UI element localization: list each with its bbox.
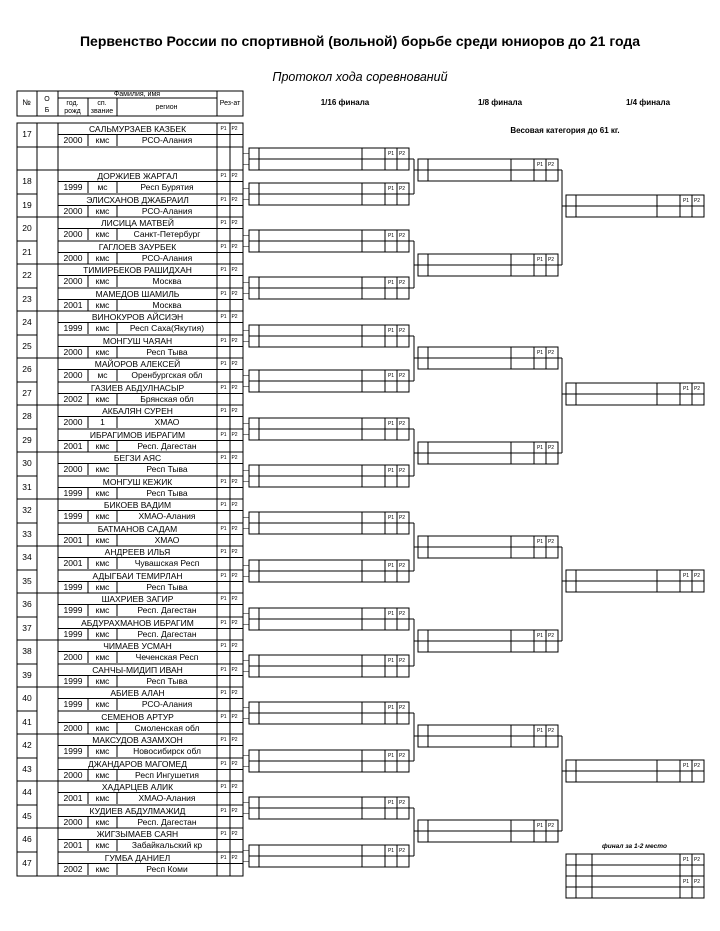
header-name: Фамилия, имя — [113, 91, 161, 98]
athlete-42-number: 42 — [22, 740, 32, 750]
athlete-20-number: 20 — [22, 223, 32, 233]
athlete-31-year: 1999 — [63, 488, 83, 498]
match-1-16-1-p1: P1 — [387, 151, 395, 157]
athlete-37-name: АБДУРАХМАНОВ ИБРАГИМ — [81, 617, 194, 628]
match-1-16-5-p2: P2 — [398, 328, 406, 334]
match-1-16-16-p2: P2 — [398, 848, 406, 854]
athlete-19-result-p2: P2 — [231, 197, 238, 203]
final-label: финал за 1-2 место — [602, 843, 667, 850]
athlete-47-rank: кмс — [95, 864, 110, 874]
athlete-29-result-p2: P2 — [231, 432, 238, 438]
athlete-17-number: 17 — [22, 129, 32, 139]
page-title: Первенство России по спортивной (вольной) борьбе среди юниоров до 21 года — [79, 33, 641, 49]
athlete-31-result-p2: P2 — [231, 479, 238, 485]
match-1-16-6-p1: P1 — [387, 373, 395, 379]
athlete-29-result-p1: P1 — [220, 432, 227, 438]
athlete-39-number: 39 — [22, 670, 32, 680]
athlete-41-number: 41 — [22, 717, 32, 727]
match-1-16-2-p2: P2 — [398, 186, 406, 192]
athlete-39-result-p1: P1 — [220, 667, 227, 673]
athlete-44-number: 44 — [22, 787, 32, 797]
athlete-22-name: ТИМИРБЕКОВ РАШИДХАН — [83, 264, 192, 275]
athlete-28-result-p1: P1 — [220, 408, 227, 414]
athlete-27-rank: кмс — [95, 394, 110, 404]
athlete-46-result-p2: P2 — [231, 831, 238, 837]
athlete-41-year: 2000 — [63, 723, 83, 733]
header-ob-1: О — [44, 96, 50, 103]
match-1-16-8-p1: P1 — [387, 468, 395, 474]
athlete-24-result-p1: P1 — [220, 314, 227, 320]
athlete-26-result-p1: P1 — [220, 361, 227, 367]
athlete-23-result-p1: P1 — [220, 291, 227, 297]
athlete-43-name: ДЖАНДАРОВ МАГОМЕД — [88, 758, 187, 769]
match-1-8-7-p2: P2 — [547, 728, 555, 734]
athlete-17-rank: кмс — [95, 135, 110, 145]
athlete-20-name: ЛИСИЦА МАТВЕЙ — [101, 217, 174, 228]
athlete-45-result-p2: P2 — [231, 808, 238, 814]
athlete-32-region: ХМАО-Алания — [138, 511, 196, 521]
athlete-34-result-p1: P1 — [220, 549, 227, 555]
athlete-35-rank: кмс — [95, 582, 110, 592]
athlete-29-year: 2001 — [63, 441, 83, 451]
match-1-8-2-p1: P1 — [536, 257, 544, 263]
athlete-21-region: РСО-Алания — [141, 253, 193, 263]
athlete-26-rank: мс — [97, 370, 108, 380]
athlete-26-year: 2000 — [63, 370, 83, 380]
athlete-41-region: Смоленская обл — [134, 723, 200, 733]
athlete-33-name: БАТМАНОВ САДАМ — [97, 523, 178, 534]
athlete-24-name: ВИНОКУРОВ АЙСИЭН — [91, 311, 184, 322]
athlete-42-name: МАКСУДОВ АЗАМХОН — [92, 734, 183, 745]
athlete-44-region: ХМАО-Алания — [138, 793, 196, 803]
round-1-8-label: 1/8 финала — [477, 98, 523, 107]
athlete-35-result-p2: P2 — [231, 573, 238, 579]
match-1-16-2-p1: P1 — [387, 186, 395, 192]
match-1-8-4-p1: P1 — [536, 445, 544, 451]
athlete-23-rank: кмс — [95, 300, 110, 310]
athlete-26-name: МАЙОРОВ АЛЕКСЕЙ — [94, 358, 181, 369]
athlete-31-name: МОНГУШ КЕЖИК — [102, 476, 173, 487]
athlete-19-result-p1: P1 — [220, 197, 227, 203]
athlete-31-number: 31 — [22, 482, 32, 492]
athlete-18-region: Респ Бурятия — [140, 182, 194, 192]
athlete-26-region: Оренбургская обл — [131, 370, 203, 380]
athlete-35-region: Респ Тыва — [146, 582, 188, 592]
match-1-8-6-p2: P2 — [547, 633, 555, 639]
athlete-46-result-p1: P1 — [220, 831, 227, 837]
athlete-30-year: 2000 — [63, 464, 83, 474]
athlete-40-result-p2: P2 — [231, 690, 238, 696]
athlete-20-result-p1: P1 — [220, 220, 227, 226]
athlete-28-result-p2: P2 — [231, 408, 238, 414]
athlete-33-year: 2001 — [63, 535, 83, 545]
athlete-23-region: Москва — [152, 300, 182, 310]
match-1-4-3-p1: P1 — [682, 573, 690, 579]
match-1-16-1-p2: P2 — [398, 151, 406, 157]
athlete-35-result-p1: P1 — [220, 573, 227, 579]
athlete-40-result-p1: P1 — [220, 690, 227, 696]
athlete-26-result-p2: P2 — [231, 361, 238, 367]
match-1-16-16-p1: P1 — [387, 848, 395, 854]
athlete-24-year: 1999 — [63, 323, 83, 333]
match-1-8-7-p1: P1 — [536, 728, 544, 734]
athlete-20-year: 2000 — [63, 229, 83, 239]
athlete-43-region: Респ Ингушетия — [135, 770, 199, 780]
athlete-36-region: Респ. Дагестан — [137, 605, 197, 615]
athlete-40-rank: кмс — [95, 699, 110, 709]
athlete-39-year: 1999 — [63, 676, 83, 686]
athlete-22-region: Москва — [152, 276, 182, 286]
athlete-26-number: 26 — [22, 364, 32, 374]
athlete-38-result-p2: P2 — [231, 643, 238, 649]
athlete-19-year: 2000 — [63, 206, 83, 216]
final-bottom-p1: P1 — [682, 879, 690, 885]
athlete-22-year: 2000 — [63, 276, 83, 286]
athlete-34-year: 2001 — [63, 558, 83, 568]
athlete-39-region: Респ Тыва — [146, 676, 188, 686]
header-year-2: рожд — [64, 108, 81, 115]
athlete-41-result-p2: P2 — [231, 714, 238, 720]
athlete-46-region: Забайкальский кр — [131, 840, 203, 850]
athlete-35-name: АДЫГБАИ ТЕМИРЛАН — [92, 570, 183, 581]
athlete-29-rank: кмс — [95, 441, 110, 451]
athlete-29-region: Респ. Дагестан — [137, 441, 197, 451]
athlete-40-name: АБИЕВ АЛАН — [110, 687, 165, 698]
athlete-36-rank: кмс — [95, 605, 110, 615]
athlete-42-rank: кмс — [95, 746, 110, 756]
athlete-38-year: 2000 — [63, 652, 83, 662]
athlete-37-rank: кмс — [95, 629, 110, 639]
athlete-36-number: 36 — [22, 599, 32, 609]
match-1-16-14-p1: P1 — [387, 753, 395, 759]
athlete-27-year: 2002 — [63, 394, 83, 404]
athlete-23-number: 23 — [22, 294, 32, 304]
athlete-40-number: 40 — [22, 693, 32, 703]
match-1-8-1-p1: P1 — [536, 162, 544, 168]
match-1-4-2-p1: P1 — [682, 386, 690, 392]
athlete-22-number: 22 — [22, 270, 32, 280]
athlete-22-result-p2: P2 — [231, 267, 238, 273]
athlete-44-year: 2001 — [63, 793, 83, 803]
match-1-16-4-p2: P2 — [398, 280, 406, 286]
athlete-17-name: САЛЬМУРЗАЕВ КАЗБЕК — [88, 123, 187, 134]
athlete-44-result-p2: P2 — [231, 784, 238, 790]
athlete-43-year: 2000 — [63, 770, 83, 780]
final-top-p1: P1 — [682, 857, 690, 863]
athlete-27-result-p2: P2 — [231, 385, 238, 391]
athlete-38-region: Чеченская Респ — [135, 652, 199, 662]
athlete-31-region: Респ Тыва — [146, 488, 188, 498]
athlete-31-rank: кмс — [95, 488, 110, 498]
athlete-23-result-p2: P2 — [231, 291, 238, 297]
match-1-8-3-p2: P2 — [547, 350, 555, 356]
match-1-16-3-p2: P2 — [398, 233, 406, 239]
athlete-24-rank: кмс — [95, 323, 110, 333]
athlete-22-result-p1: P1 — [220, 267, 227, 273]
athlete-45-rank: кмс — [95, 817, 110, 827]
athlete-28-rank: 1 — [100, 417, 105, 427]
athlete-44-result-p1: P1 — [220, 784, 227, 790]
athlete-39-result-p2: P2 — [231, 667, 238, 673]
athlete-36-result-p2: P2 — [231, 596, 238, 602]
athlete-42-region: Новосибирск обл — [133, 746, 201, 756]
match-1-16-9-p2: P2 — [398, 515, 406, 521]
athlete-34-rank: кмс — [95, 558, 110, 568]
athlete-20-region: Санкт-Петербург — [133, 229, 201, 239]
athlete-25-number: 25 — [22, 341, 32, 351]
athlete-44-rank: кмс — [95, 793, 110, 803]
final-bottom-p2: P2 — [693, 879, 701, 885]
header-region: регион — [155, 104, 178, 111]
athlete-33-number: 33 — [22, 529, 32, 539]
athlete-27-result-p1: P1 — [220, 385, 227, 391]
athlete-47-result-p1: P1 — [220, 855, 227, 861]
athlete-45-name: КУДИЕВ АБДУЛМАЖИД — [89, 805, 186, 816]
athlete-30-number: 30 — [22, 458, 32, 468]
athlete-27-number: 27 — [22, 388, 32, 398]
athlete-37-region: Респ. Дагестан — [137, 629, 197, 639]
athlete-18-name: ДОРЖИЕВ ЖАРГАЛ — [97, 170, 178, 181]
athlete-46-rank: кмс — [95, 840, 110, 850]
athlete-34-result-p2: P2 — [231, 549, 238, 555]
athlete-47-region: Респ Коми — [146, 864, 188, 874]
header-rank-2: звание — [90, 108, 114, 115]
athlete-31-result-p1: P1 — [220, 479, 227, 485]
athlete-24-result-p2: P2 — [231, 314, 238, 320]
athlete-32-name: БИКОЕВ ВАДИМ — [103, 499, 172, 510]
athlete-29-number: 29 — [22, 435, 32, 445]
athlete-41-name: СЕМЕНОВ АРТУР — [101, 711, 174, 722]
athlete-42-year: 1999 — [63, 746, 83, 756]
athlete-35-year: 1999 — [63, 582, 83, 592]
match-1-16-14-p2: P2 — [398, 753, 406, 759]
match-1-4-2-p2: P2 — [693, 386, 701, 392]
athlete-39-name: САНЧЫ-МИДИП ИВАН — [92, 664, 183, 675]
athlete-33-rank: кмс — [95, 535, 110, 545]
athlete-25-result-p1: P1 — [220, 338, 227, 344]
athlete-25-year: 2000 — [63, 347, 83, 357]
athlete-22-rank: кмс — [95, 276, 110, 286]
athlete-38-name: ЧИМАЕВ УСМАН — [103, 640, 172, 651]
match-1-4-4-p2: P2 — [693, 763, 701, 769]
athlete-19-name: ЭЛИСХАНОВ ДЖАБРАИЛ — [86, 194, 189, 205]
match-1-8-3-p1: P1 — [536, 350, 544, 356]
athlete-45-number: 45 — [22, 811, 32, 821]
match-1-16-11-p1: P1 — [387, 611, 395, 617]
match-1-4-1-p2: P2 — [693, 198, 701, 204]
athlete-37-year: 1999 — [63, 629, 83, 639]
athlete-25-result-p2: P2 — [231, 338, 238, 344]
final-top-p2: P2 — [693, 857, 701, 863]
athlete-19-rank: кмс — [95, 206, 110, 216]
match-1-16-10-p1: P1 — [387, 563, 395, 569]
match-1-8-2-p2: P2 — [547, 257, 555, 263]
athlete-32-number: 32 — [22, 505, 32, 515]
athlete-21-number: 21 — [22, 247, 32, 257]
athlete-18-year: 1999 — [63, 182, 83, 192]
athlete-40-region: РСО-Алания — [141, 699, 193, 709]
athlete-36-result-p1: P1 — [220, 596, 227, 602]
athlete-25-rank: кмс — [95, 347, 110, 357]
athlete-28-region: ХМАО — [154, 417, 180, 427]
athlete-18-result-p2: P2 — [231, 173, 238, 179]
athlete-38-result-p1: P1 — [220, 643, 227, 649]
athlete-25-region: Респ Тыва — [146, 347, 188, 357]
athlete-34-region: Чувашская Респ — [134, 558, 200, 568]
header-rank-1: сп. — [97, 100, 107, 107]
athlete-32-result-p2: P2 — [231, 502, 238, 508]
athlete-18-rank: мс — [97, 182, 108, 192]
athlete-23-name: МАМЕДОВ ШАМИЛЬ — [95, 288, 180, 299]
match-1-16-15-p2: P2 — [398, 800, 406, 806]
match-1-16-15-p1: P1 — [387, 800, 395, 806]
athlete-46-number: 46 — [22, 834, 32, 844]
athlete-33-result-p2: P2 — [231, 526, 238, 532]
athlete-45-year: 2000 — [63, 817, 83, 827]
athlete-43-result-p1: P1 — [220, 761, 227, 767]
athlete-32-year: 1999 — [63, 511, 83, 521]
match-1-16-7-p1: P1 — [387, 421, 395, 427]
match-1-16-12-p2: P2 — [398, 658, 406, 664]
round-1-4-label: 1/4 финала — [625, 98, 671, 107]
athlete-36-year: 1999 — [63, 605, 83, 615]
athlete-23-year: 2001 — [63, 300, 83, 310]
athlete-19-region: РСО-Алания — [141, 206, 193, 216]
match-1-16-5-p1: P1 — [387, 328, 395, 334]
match-1-8-4-p2: P2 — [547, 445, 555, 451]
match-1-8-1-p2: P2 — [547, 162, 555, 168]
match-1-16-10-p2: P2 — [398, 563, 406, 569]
match-1-4-4-p1: P1 — [682, 763, 690, 769]
athlete-35-number: 35 — [22, 576, 32, 586]
athlete-47-result-p2: P2 — [231, 855, 238, 861]
athlete-30-name: БЕГЗИ АЯС — [113, 452, 162, 463]
athlete-32-rank: кмс — [95, 511, 110, 521]
athlete-30-rank: кмс — [95, 464, 110, 474]
athlete-33-region: ХМАО — [154, 535, 180, 545]
match-1-8-8-p2: P2 — [547, 823, 555, 829]
match-1-8-5-p2: P2 — [547, 539, 555, 545]
athlete-47-number: 47 — [22, 858, 32, 868]
athlete-28-year: 2000 — [63, 417, 83, 427]
athlete-29-name: ИБРАГИМОВ ИБРАГИМ — [89, 429, 186, 440]
athlete-30-result-p2: P2 — [231, 455, 238, 461]
athlete-40-year: 1999 — [63, 699, 83, 709]
athlete-27-region: Брянская обл — [140, 394, 194, 404]
athlete-25-name: МОНГУШ ЧАЯАН — [102, 335, 173, 346]
athlete-18-result-p1: P1 — [220, 173, 227, 179]
athlete-17-result-p1: P1 — [220, 126, 227, 132]
match-1-16-12-p1: P1 — [387, 658, 395, 664]
header-year-1: год. — [66, 100, 79, 107]
athlete-42-result-p2: P2 — [231, 737, 238, 743]
athlete-21-rank: кмс — [95, 253, 110, 263]
athlete-28-name: АКБАЛЯН СУРЕН — [102, 405, 173, 416]
athlete-37-result-p1: P1 — [220, 620, 227, 626]
athlete-20-result-p2: P2 — [231, 220, 238, 226]
athlete-21-result-p1: P1 — [220, 244, 227, 250]
athlete-37-number: 37 — [22, 623, 32, 633]
athlete-27-name: ГАЗИЕВ АБДУЛНАСЫР — [90, 382, 185, 393]
match-1-16-9-p1: P1 — [387, 515, 395, 521]
athlete-33-result-p1: P1 — [220, 526, 227, 532]
athlete-32-result-p1: P1 — [220, 502, 227, 508]
athlete-36-name: ШАХРИЕВ ЗАГИР — [101, 593, 174, 604]
match-1-16-11-p2: P2 — [398, 611, 406, 617]
header-no: № — [22, 98, 31, 107]
page-subtitle: Протокол хода соревнований — [272, 70, 448, 84]
round-1-16-label: 1/16 финала — [320, 98, 370, 107]
athlete-21-name: ГАГЛОЕВ ЗАУРБЕК — [98, 241, 177, 252]
match-1-8-5-p1: P1 — [536, 539, 544, 545]
athlete-21-year: 2000 — [63, 253, 83, 263]
match-1-8-8-p1: P1 — [536, 823, 544, 829]
athlete-17-year: 2000 — [63, 135, 83, 145]
match-1-16-3-p1: P1 — [387, 233, 395, 239]
athlete-38-rank: кмс — [95, 652, 110, 662]
athlete-41-result-p1: P1 — [220, 714, 227, 720]
header-ob-2: Б — [44, 107, 50, 114]
athlete-46-name: ЖИГЗЫМАЕВ САЯН — [96, 828, 179, 839]
athlete-24-number: 24 — [22, 317, 32, 327]
match-1-8-6-p1: P1 — [536, 633, 544, 639]
athlete-41-rank: кмс — [95, 723, 110, 733]
match-1-4-1-p1: P1 — [682, 198, 690, 204]
athlete-20-rank: кмс — [95, 229, 110, 239]
athlete-38-number: 38 — [22, 646, 32, 656]
athlete-17-result-p2: P2 — [231, 126, 238, 132]
match-1-4-3-p2: P2 — [693, 573, 701, 579]
athlete-34-number: 34 — [22, 552, 32, 562]
athlete-43-number: 43 — [22, 764, 32, 774]
athlete-18-number: 18 — [22, 176, 32, 186]
match-1-16-13-p2: P2 — [398, 705, 406, 711]
athlete-24-region: Респ Саха(Якутия) — [129, 323, 205, 333]
athlete-30-region: Респ Тыва — [146, 464, 188, 474]
athlete-42-result-p1: P1 — [220, 737, 227, 743]
athlete-37-result-p2: P2 — [231, 620, 238, 626]
athlete-34-name: АНДРЕЕВ ИЛЬЯ — [104, 546, 171, 557]
athlete-17-region: РСО-Алания — [141, 135, 193, 145]
athlete-43-result-p2: P2 — [231, 761, 238, 767]
header-result: Рез-ат — [219, 100, 241, 107]
match-1-16-4-p1: P1 — [387, 280, 395, 286]
athlete-19-number: 19 — [22, 200, 32, 210]
athlete-28-number: 28 — [22, 411, 32, 421]
athlete-47-year: 2002 — [63, 864, 83, 874]
match-1-16-13-p1: P1 — [387, 705, 395, 711]
match-1-16-8-p2: P2 — [398, 468, 406, 474]
athlete-21-result-p2: P2 — [231, 244, 238, 250]
athlete-39-rank: кмс — [95, 676, 110, 686]
match-1-16-6-p2: P2 — [398, 373, 406, 379]
athlete-47-name: ГУМБА ДАНИЕЛ — [104, 852, 171, 863]
athlete-46-year: 2001 — [63, 840, 83, 850]
weight-category: Весовая категория до 61 кг. — [510, 126, 620, 135]
athlete-43-rank: кмс — [95, 770, 110, 780]
athlete-30-result-p1: P1 — [220, 455, 227, 461]
athlete-45-region: Респ. Дагестан — [137, 817, 197, 827]
match-1-16-7-p2: P2 — [398, 421, 406, 427]
athlete-44-name: ХАДАРЦЕВ АЛИК — [101, 781, 174, 792]
athlete-45-result-p1: P1 — [220, 808, 227, 814]
